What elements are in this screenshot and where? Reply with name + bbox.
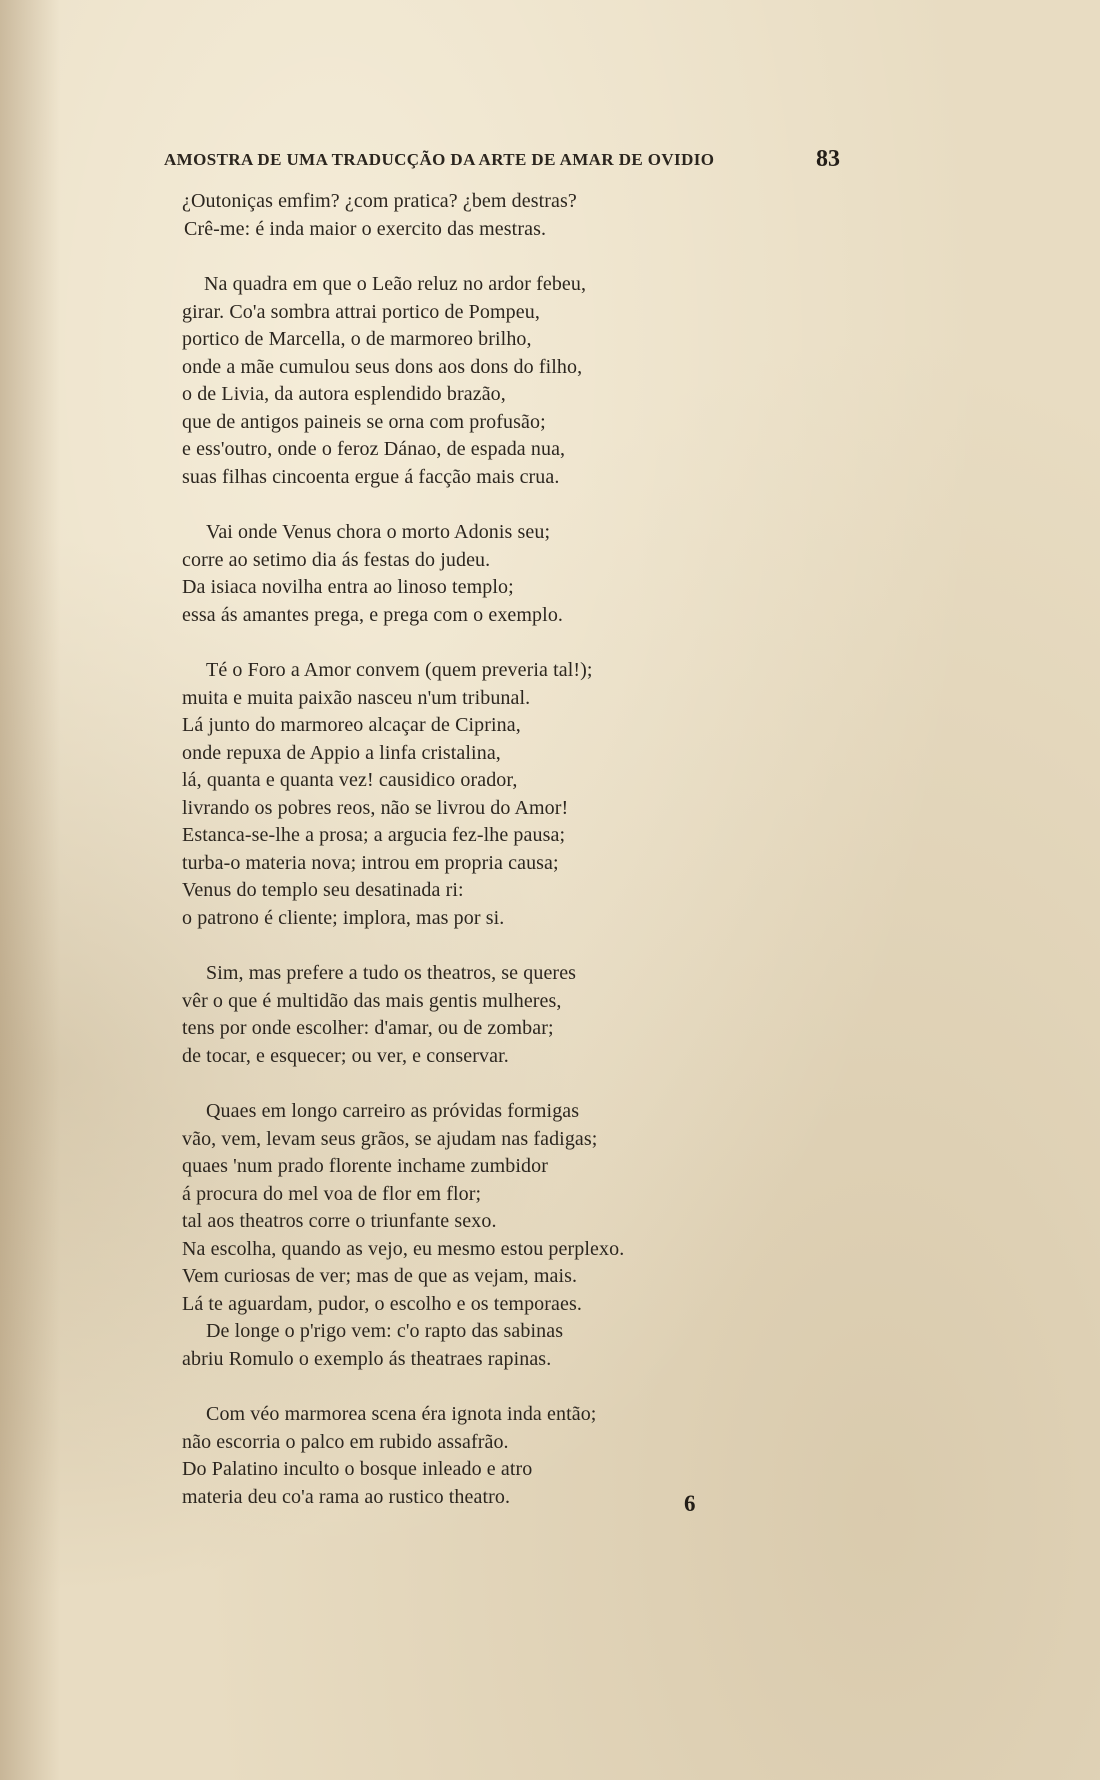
verse-line: livrando os pobres reos, não se livrou do Amor! bbox=[182, 796, 569, 819]
verse-line: vêr o que é multidão das mais gentis mulheres, bbox=[182, 989, 562, 1012]
stanza bbox=[182, 960, 742, 1070]
verse-line: o de Livia, da autora esplendido brazão, bbox=[182, 383, 506, 405]
verse-line: portico de Marcella, o de marmoreo brilho, bbox=[182, 328, 532, 350]
verse-line: girar. Co'a sombra attrai portico de Pompeu, bbox=[182, 300, 540, 323]
verse-line: Quaes em longo carreiro as próvidas formigas bbox=[206, 1100, 580, 1122]
verse-line: e ess'outro, onde o feroz Dánao, de espada nua, bbox=[182, 438, 566, 460]
verse-line: vão, vem, levam seus grãos, se ajudam nas fadigas; bbox=[182, 1127, 598, 1150]
verse-line: Com véo marmorea scena éra ignota inda então; bbox=[206, 1403, 597, 1425]
page-number: 83 bbox=[816, 146, 840, 172]
signature-mark: 6 bbox=[684, 1491, 696, 1516]
verse-line: Vem curiosas de ver; mas de que as vejam, mais. bbox=[182, 1265, 578, 1287]
verse-line: lá, quanta e quanta vez! causidico orador, bbox=[182, 769, 518, 791]
binding-shadow bbox=[0, 0, 60, 1780]
verse-line: Lá junto do marmoreo alcaçar de Ciprina, bbox=[182, 714, 521, 736]
verse-line: tens por onde escolher: d'amar, ou de zombar; bbox=[182, 1017, 554, 1039]
verse-line: Té o Foro a Amor convem (quem preveria tal!); bbox=[206, 659, 593, 681]
verse-line: Da isiaca novilha entra ao linoso templo; bbox=[182, 576, 514, 598]
verse-line: Venus do templo seu desatinada ri: bbox=[182, 879, 464, 901]
verse-line: Lá te aguardam, pudor, o escolho e os temporaes. bbox=[182, 1292, 582, 1315]
verse-line: Sim, mas prefere a tudo os theatros, se queres bbox=[206, 962, 577, 984]
verse-line: turba-o materia nova; introu em propria causa; bbox=[182, 851, 559, 874]
verse-line: Vai onde Venus chora o morto Adonis seu; bbox=[206, 521, 551, 543]
page-header bbox=[164, 146, 840, 176]
verse-line: essa ás amantes prega, e prega com o exemplo. bbox=[182, 603, 564, 626]
verse-line: onde a mãe cumulou seus dons aos dons do filho, bbox=[182, 355, 583, 378]
verse-line: materia deu co'a rama ao rustico theatro. bbox=[182, 1485, 511, 1508]
stanza bbox=[182, 1401, 742, 1511]
verse-line: Crê-me: é inda maior o exercito das mestras. bbox=[184, 217, 547, 240]
verse-line: que de antigos paineis se orna com profusão; bbox=[182, 410, 546, 433]
verse-line: quaes 'num prado florente inchame zumbidor bbox=[182, 1155, 549, 1177]
verse-line: não escorria o palco em rubido assafrão. bbox=[182, 1430, 509, 1453]
stanza bbox=[182, 657, 742, 932]
stanza bbox=[182, 271, 742, 491]
poem-body bbox=[182, 188, 742, 1539]
verse-line: abriu Romulo o exemplo ás theatraes rapinas. bbox=[182, 1347, 552, 1370]
verse-line: suas filhas cincoenta ergue á facção mais crua. bbox=[182, 465, 560, 488]
verse-line: de tocar, e esquecer; ou ver, e conservar. bbox=[182, 1044, 509, 1067]
verse-line: onde repuxa de Appio a linfa cristalina, bbox=[182, 741, 501, 764]
verse-line: Estanca-se-lhe a prosa; a argucia fez-lhe pausa; bbox=[182, 824, 566, 846]
stanza bbox=[182, 188, 742, 243]
verse-line: tal aos theatros corre o triunfante sexo. bbox=[182, 1210, 497, 1232]
running-head: AMOSTRA DE UMA TRADUCÇÃO DA ARTE DE AMAR DE OVIDIO bbox=[164, 150, 715, 169]
verse-line: Na quadra em que o Leão reluz no ardor febeu, bbox=[204, 273, 587, 295]
verse-line: o patrono é cliente; implora, mas por si. bbox=[182, 906, 505, 929]
stanza bbox=[182, 1098, 742, 1373]
verse-line: á procura do mel voa de flor em flor; bbox=[182, 1182, 482, 1205]
verse-line: De longe o p'rigo vem: c'o rapto das sabinas bbox=[206, 1320, 564, 1342]
verse-line: muita e muita paixão nasceu n'um tribunal. bbox=[182, 686, 531, 709]
verse-line: ¿Outoniças emfim? ¿com pratica? ¿bem destras? bbox=[182, 190, 577, 212]
verse-line: Do Palatino inculto o bosque inleado e atro bbox=[182, 1458, 533, 1480]
verse-line: Na escolha, quando as vejo, eu mesmo estou perplexo. bbox=[182, 1237, 625, 1260]
stanza bbox=[182, 519, 742, 629]
verse-line: corre ao setimo dia ás festas do judeu. bbox=[182, 548, 491, 571]
